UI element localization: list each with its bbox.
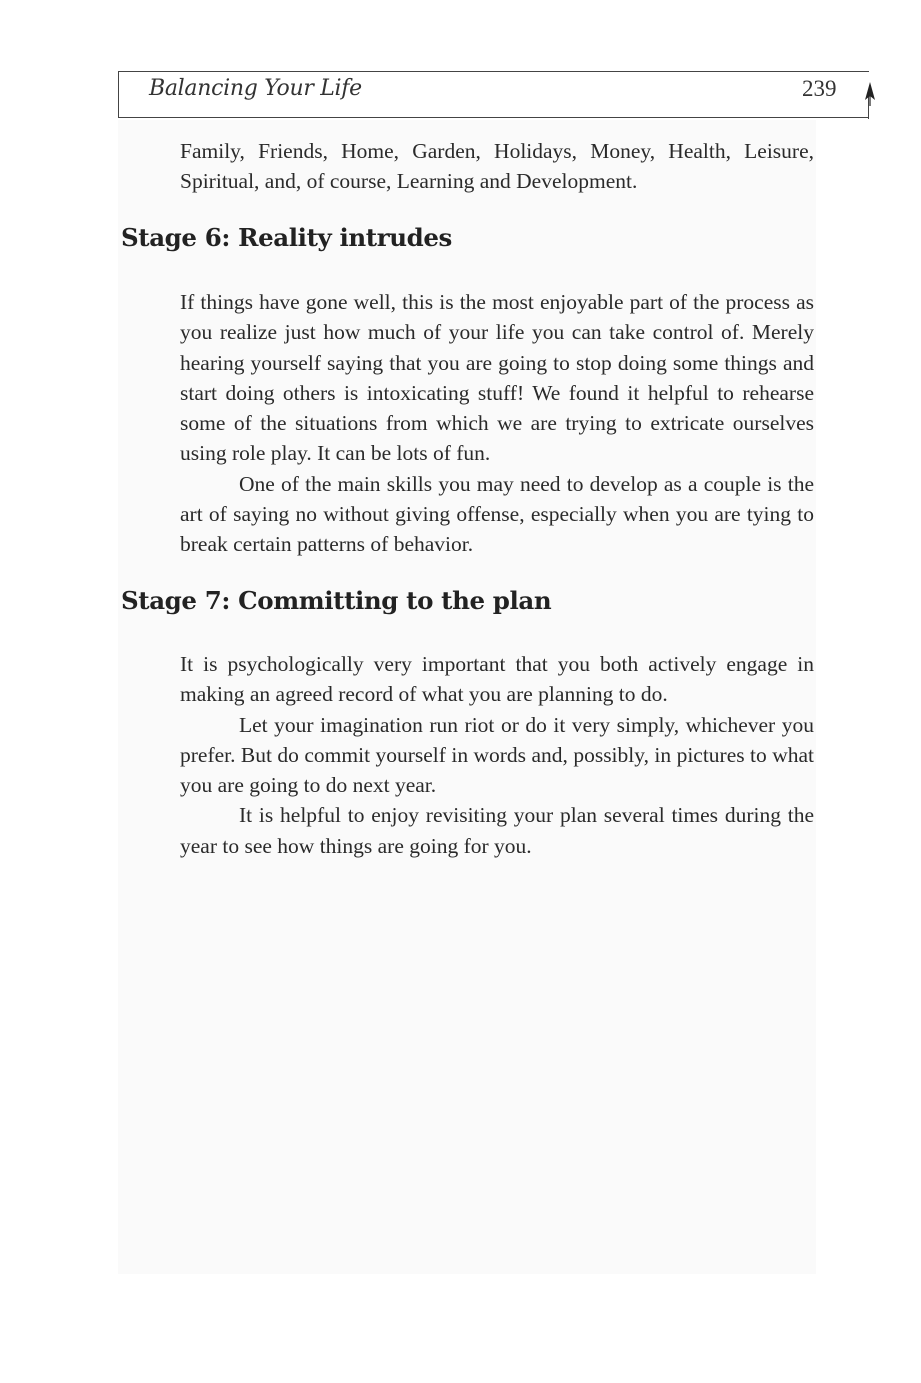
up-arrow-icon <box>864 82 876 106</box>
intro-paragraph: Family, Friends, Home, Garden, Holidays, Money, Health, Leisure, Spiritual, and, of course, Learning and Development. <box>180 139 814 194</box>
section-body-stage-6 <box>180 287 814 560</box>
page-number: 239 <box>802 76 837 101</box>
paragraph: If things have gone well, this is the most enjoyable part of the process as you realize just how much of your life you can take control of. Merely hearing yourself saying that you are going to stop doing some things and start doing others is intoxicating stuff! We found it helpful to rehearse some of the situations from which we are trying to extricate ourselves using role play. It can be lots of fun. <box>180 290 814 466</box>
paragraph: One of the main skills you may need to develop as a couple is the art of saying no without giving offense, especially when you are tying to break certain patterns of behavior. <box>180 471 814 557</box>
running-header-title: Balancing Your Life <box>149 76 362 101</box>
section-body-stage-7 <box>180 649 814 861</box>
intro-text <box>180 136 814 197</box>
section-heading-stage-6: Stage 6: Reality intrudes <box>121 223 452 252</box>
paragraph: Let your imagination run riot or do it very simply, whichever you prefer. But do commit yourself in words and, possibly, in pictures to what you are going to do next year. <box>180 712 814 798</box>
section-heading-stage-7: Stage 7: Committing to the plan <box>121 586 552 615</box>
paragraph: It is psychologically very important that you both actively engage in making an agreed record of what you are planning to do. <box>180 652 814 707</box>
paragraph: It is helpful to enjoy revisiting your plan several times during the year to see how things are going for you. <box>180 803 814 858</box>
